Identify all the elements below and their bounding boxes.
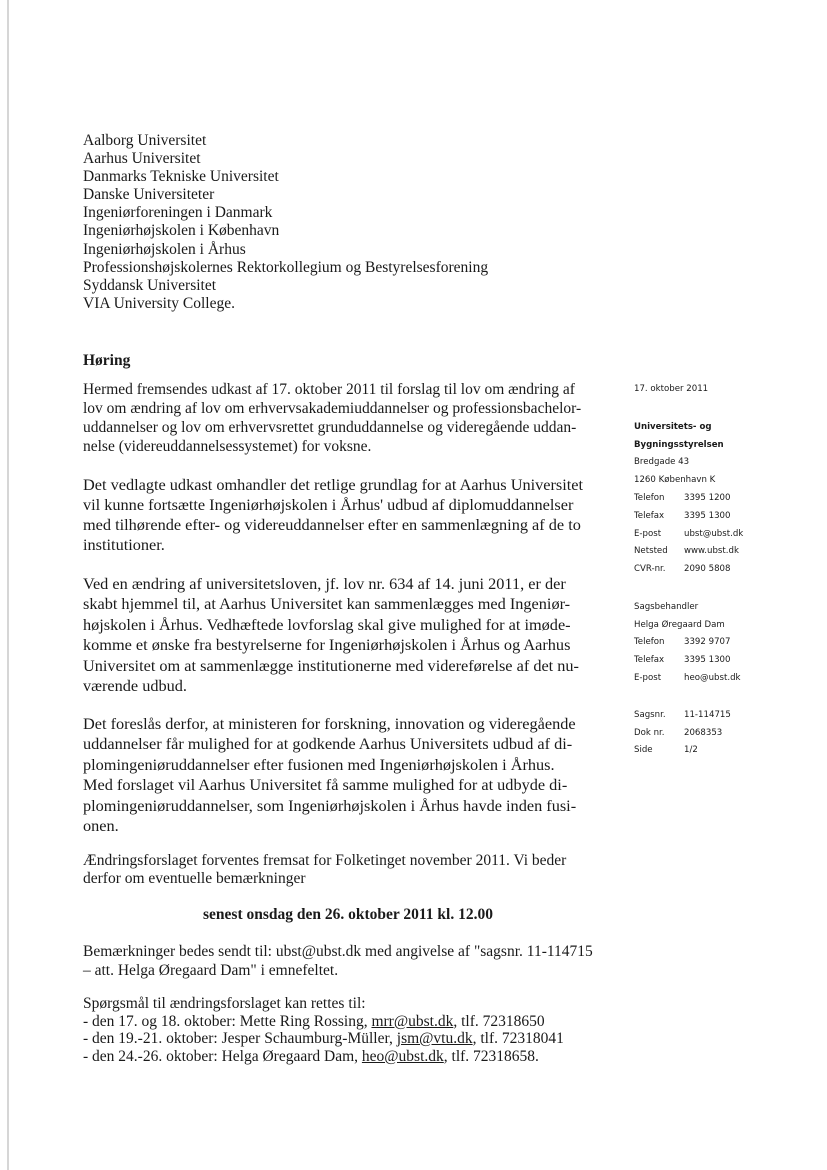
paragraph-1 [83,380,603,456]
row-value: ubst@ubst.dk [684,528,744,539]
paragraph-2 [83,475,608,555]
row-label: Netsted [634,546,668,557]
sidebar-org [634,418,784,578]
recipient: Danmarks Tekniske Universitet [83,168,279,186]
paragraph-6 [83,942,613,980]
text-line: plomingeniøruddannelser efter fusionen med Ingeniørhøjskolen i Århus. [83,754,555,774]
text-line: med tilhørende efter- og videreuddannelser efter en sammenlægning af de to [83,515,581,534]
paragraph-4 [83,714,598,836]
org-row [634,560,784,578]
recipient: Aalborg Universitet [83,132,207,149]
text-line: komme et ønske fra bestyrelserne for Ingeniørhøjskolen i Århus og Aarhus [83,635,571,655]
text-line: Det vedlagte udkast omhandler det retlige grundlag for at Aarhus Universitet [83,475,584,494]
contact-intro: Spørgsmål til ændringsforslaget kan rettes til: [83,995,366,1012]
row-label: Dok nr. [634,727,665,738]
row-value: 3392 9707 [684,637,731,648]
row-label: E-post [634,528,662,539]
paragraph-5 [83,852,603,888]
recipient: Ingeniørhøjskolen i Århus [83,240,246,258]
text-line: derfor om eventuelle bemærkninger [83,870,306,887]
email-link[interactable]: jsm@vtu.dk [396,1030,473,1047]
org-row [634,525,784,543]
paragraph-3 [83,574,598,696]
text-line: – att. Helga Øregaard Dam" i emnefeltet. [83,962,339,979]
row-label: Telefon [634,493,665,504]
text-line: Med forslaget vil Aarhus Universitet få samme mulighed for at udbyde di- [83,775,568,795]
recipient: Professionshøjskolernes Rektorkollegium og Bestyrelsesforening [83,258,489,276]
contact-text: - den 19.-21. oktober: Jesper Schaumburg-Müller, [83,1030,397,1047]
text-line: uddannelser og lov om erhvervsrettet grunduddannelse og videregående uddan- [83,419,577,436]
row-value: 3395 1300 [684,655,731,666]
recipient: Ingeniørforeningen i Danmark [83,204,273,222]
contact-line [83,1013,643,1031]
row-value: www.ubst.dk [684,546,739,557]
handler-row [634,634,784,652]
recipient: Danske Universiteter [83,186,215,204]
row-label: Telefon [634,637,665,648]
org-row [634,507,784,525]
handler-row [634,651,784,669]
contact-text: - den 17. og 18. oktober: Mette Ring Rossing, [83,1012,372,1030]
text-line: uddannelser får mulighed for at godkende Aarhus Universitets udbud af di- [83,734,573,754]
handler-row [634,669,784,687]
org-name: Bygningsstyrelsen [634,439,724,450]
contact-section [83,995,643,1065]
org-address: 1260 København K [634,475,716,486]
recipient-list [83,132,583,313]
org-address: Bredgade 43 [634,457,690,468]
row-value: 3395 1200 [684,493,731,504]
row-label: Sagsnr. [634,709,666,720]
letter-heading: Høring [83,352,131,369]
case-row [634,724,784,742]
case-row [634,742,784,760]
sidebar-date: 17. oktober 2011 [634,384,709,394]
row-label: CVR-nr. [634,564,666,575]
contact-phone: , tlf. 72318658. [443,1047,539,1065]
recipient: Aarhus Universitet [83,150,201,168]
contact-line [83,1030,643,1048]
row-value: 2090 5808 [684,564,731,575]
text-line: Ændringsforslaget forventes fremsat for Folketinget november 2011. Vi beder [83,852,567,869]
deadline: senest onsdag den 26. oktober 2011 kl. 12.00 [203,906,493,923]
text-line: onen. [83,816,119,836]
text-line: lov om ændring af lov om erhvervsakademiuddannelser og professionsbachelor- [83,400,582,417]
row-value: 3395 1300 [684,510,731,521]
row-label: Telefax [634,655,665,666]
recipient: VIA University College. [83,294,235,312]
text-line: værende udbud. [83,676,187,696]
text-line: vil kunne fortsætte Ingeniørhøjskolen i Århus' udbud af diplomuddannelser [83,495,574,514]
text-line: plomingeniøruddannelser, som Ingeniørhøjskolen i Århus havde inden fusi- [83,795,577,815]
email-link[interactable]: heo@ubst.dk [361,1047,444,1065]
org-name: Universitets- og [634,421,712,432]
row-value: heo@ubst.dk [684,673,741,684]
text-line: skabt hjemmel til, at Aarhus Universitet kan sammenlægges med Ingeniør- [83,594,571,614]
text-line: Universitet om at sammenlægge institutionerne med videreførelse af det nu- [83,655,579,675]
row-label: Side [634,745,653,756]
row-label: E-post [634,673,662,684]
contact-line [83,1048,643,1066]
contact-phone: , tlf. 72318041 [472,1030,564,1047]
row-value: 2068353 [684,727,723,738]
email-link[interactable]: mrr@ubst.dk [371,1012,454,1030]
recipient: Syddansk Universitet [83,276,217,294]
row-value: 1/2 [684,745,698,756]
text-line: Bemærkninger bedes sendt til: ubst@ubst.dk med angivelse af "sagsnr. 11-114715 [83,943,593,960]
page-edge [7,0,9,1170]
recipient: Ingeniørhøjskolen i København [83,222,280,240]
contact-phone: , tlf. 72318650 [453,1012,545,1030]
handler-name: Helga Øregaard Dam [634,619,725,630]
row-label: Telefax [634,510,665,521]
contact-text: - den 24.-26. oktober: Helga Øregaard Dam, [83,1047,362,1065]
case-row [634,706,784,724]
row-value: 11-114715 [684,709,731,720]
text-line: nelse (videreuddannelsessystemet) for voksne. [83,438,372,455]
org-row [634,489,784,507]
text-line: Ved en ændring af universitetsloven, jf. lov nr. 634 af 14. juni 2011, er der [83,574,566,593]
sidebar-handler [634,598,784,687]
org-row [634,543,784,561]
handler-title: Sagsbehandler [634,601,699,612]
text-line: institutioner. [83,535,165,554]
sidebar-case [634,706,784,759]
text-line: Det foreslås derfor, at ministeren for forskning, innovation og videregående [83,714,576,733]
text-line: højskolen i Århus. Vedhæftede lovforslag skal give mulighed for at imøde- [83,614,571,634]
text-line: Hermed fremsendes udkast af 17. oktober 2011 til forslag til lov om ændring af [83,381,575,398]
